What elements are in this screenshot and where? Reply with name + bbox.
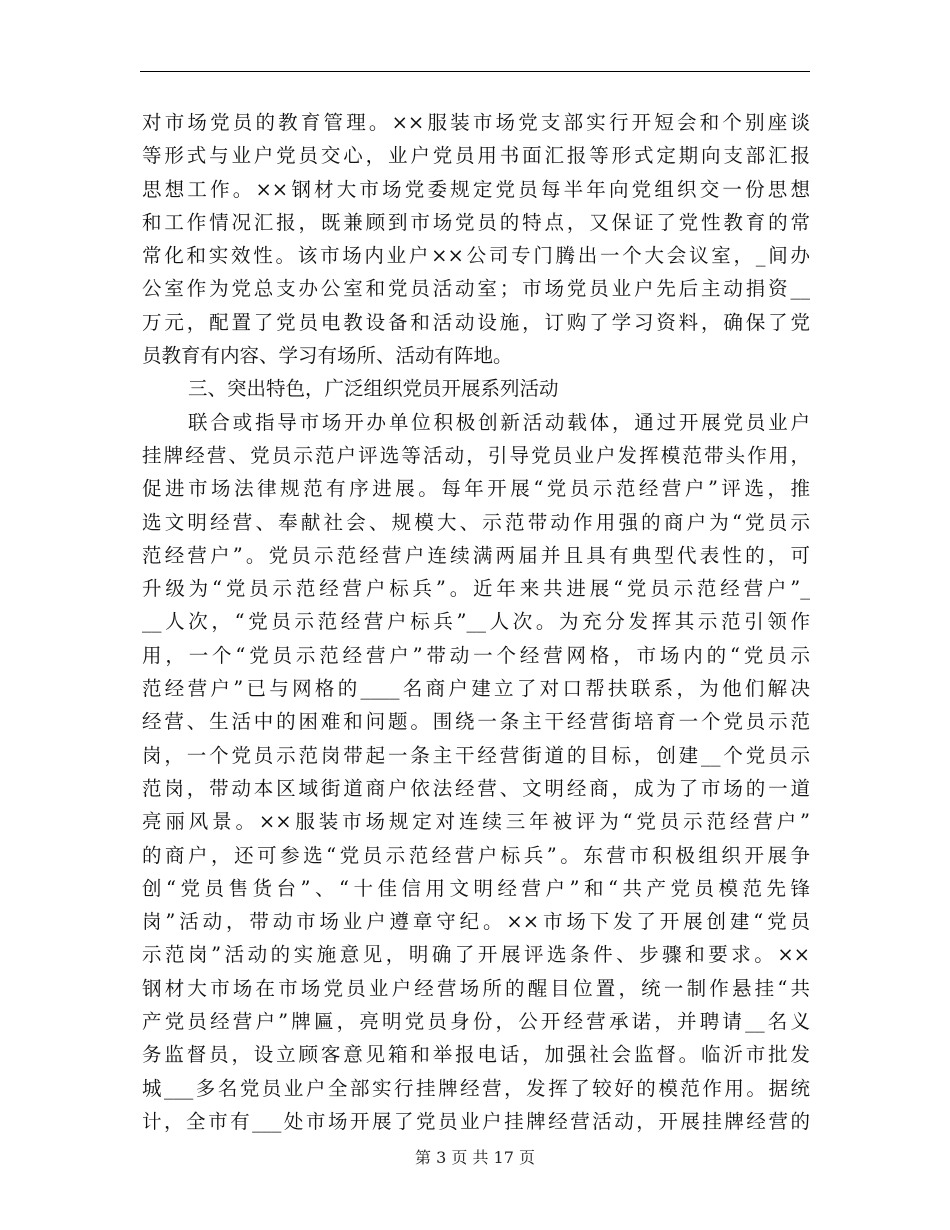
page-footer: 第 3 页 共 17 页 <box>415 1148 535 1167</box>
text-line: 挂牌经营、党员示范户评选等活动，引导党员业户发挥模范带头作用， <box>142 443 810 467</box>
body-text <box>142 106 810 1138</box>
text-line: 计，全市有___处市场开展了党员业户挂牌经营活动，开展挂牌经营的 <box>142 1109 810 1133</box>
text-line: 思想工作。××钢材大市场党委规定党员每半年向党组织交一份思想 <box>142 177 810 201</box>
text-line: 选文明经营、奉献社会、规模大、示范带动作用强的商户为“党员示 <box>142 510 810 534</box>
text-line: 岗”活动，带动市场业户遵章守纪。××市场下发了开展创建“党员 <box>142 910 810 934</box>
text-line: 创“党员售货台”、“十佳信用文明经营户”和“共产党员模范先锋 <box>142 876 810 900</box>
text-line: 等形式与业户党员交心，业户党员用书面汇报等形式定期向支部汇报 <box>142 144 810 168</box>
text-line: 员教育有内容、学习有场所、活动有阵地。 <box>142 344 513 368</box>
text-line: 促进市场法律规范有序进展。每年开展“党员示范经营户”评选，推 <box>142 477 810 501</box>
text-line: 务监督员，设立顾客意见箱和举报电话，加强社会监督。临沂市批发 <box>142 1043 810 1067</box>
text-line: 升级为“党员示范经营户标兵”。近年来共进展“党员示范经营户”_ <box>142 577 810 601</box>
text-line: 钢材大市场在市场党员业户经营场所的醒目位置，统一制作悬挂“共 <box>142 976 810 1000</box>
text-line: 产党员经营户”牌匾，亮明党员身份，公开经营承诺，并聘请__名义 <box>142 1010 810 1034</box>
text-line: 岗，一个党员示范岗带起一条主干经营街道的目标，创建__个党员示 <box>142 743 810 767</box>
text-line: 范岗，带动本区域街道商户依法经营、文明经商，成为了市场的一道 <box>142 776 810 800</box>
section-heading: 三、突出特色，广泛组织党员开展系列活动 <box>188 377 559 401</box>
text-line: 城___多名党员业户全部实行挂牌经营，发挥了较好的模范作用。据统 <box>142 1076 810 1100</box>
text-line: 万元，配置了党员电教设备和活动设施，订购了学习资料，确保了党 <box>142 310 810 334</box>
text-line: 亮丽风景。××服装市场规定对连续三年被评为“党员示范经营户” <box>142 810 810 834</box>
text-line: __人次，“党员示范经营户标兵”__人次。为充分发挥其示范引领作 <box>142 610 810 634</box>
text-line: 常化和实效性。该市场内业户××公司专门腾出一个大会议室，_间办 <box>142 244 810 268</box>
text-line: 和工作情况汇报，既兼顾到市场党员的特点，又保证了党性教育的常 <box>142 210 810 234</box>
text-line: 范经营户”已与网格的____名商户建立了对口帮扶联系，为他们解决 <box>142 677 810 701</box>
header-rule <box>140 71 810 72</box>
text-line: 对市场党员的教育管理。××服装市场党支部实行开短会和个别座谈 <box>142 111 810 134</box>
text-line: 用，一个“党员示范经营户”带动一个经营网格，市场内的“党员示 <box>142 643 810 667</box>
text-line: 联合或指导市场开办单位积极创新活动载体，通过开展党员业户 <box>188 410 810 434</box>
text-line: 的商户，还可参选“党员示范经营户标兵”。东营市积极组织开展争 <box>142 843 810 867</box>
text-line: 经营、生活中的困难和问题。围绕一条主干经营街培育一个党员示范 <box>142 710 810 734</box>
text-line: 示范岗”活动的实施意见，明确了开展评选条件、步骤和要求。×× <box>142 943 810 967</box>
text-line: 公室作为党总支办公室和党员活动室；市场党员业户先后主动捐资__ <box>142 277 810 301</box>
text-line: 范经营户”。党员示范经营户连续满两届并且具有典型代表性的，可 <box>142 543 810 567</box>
